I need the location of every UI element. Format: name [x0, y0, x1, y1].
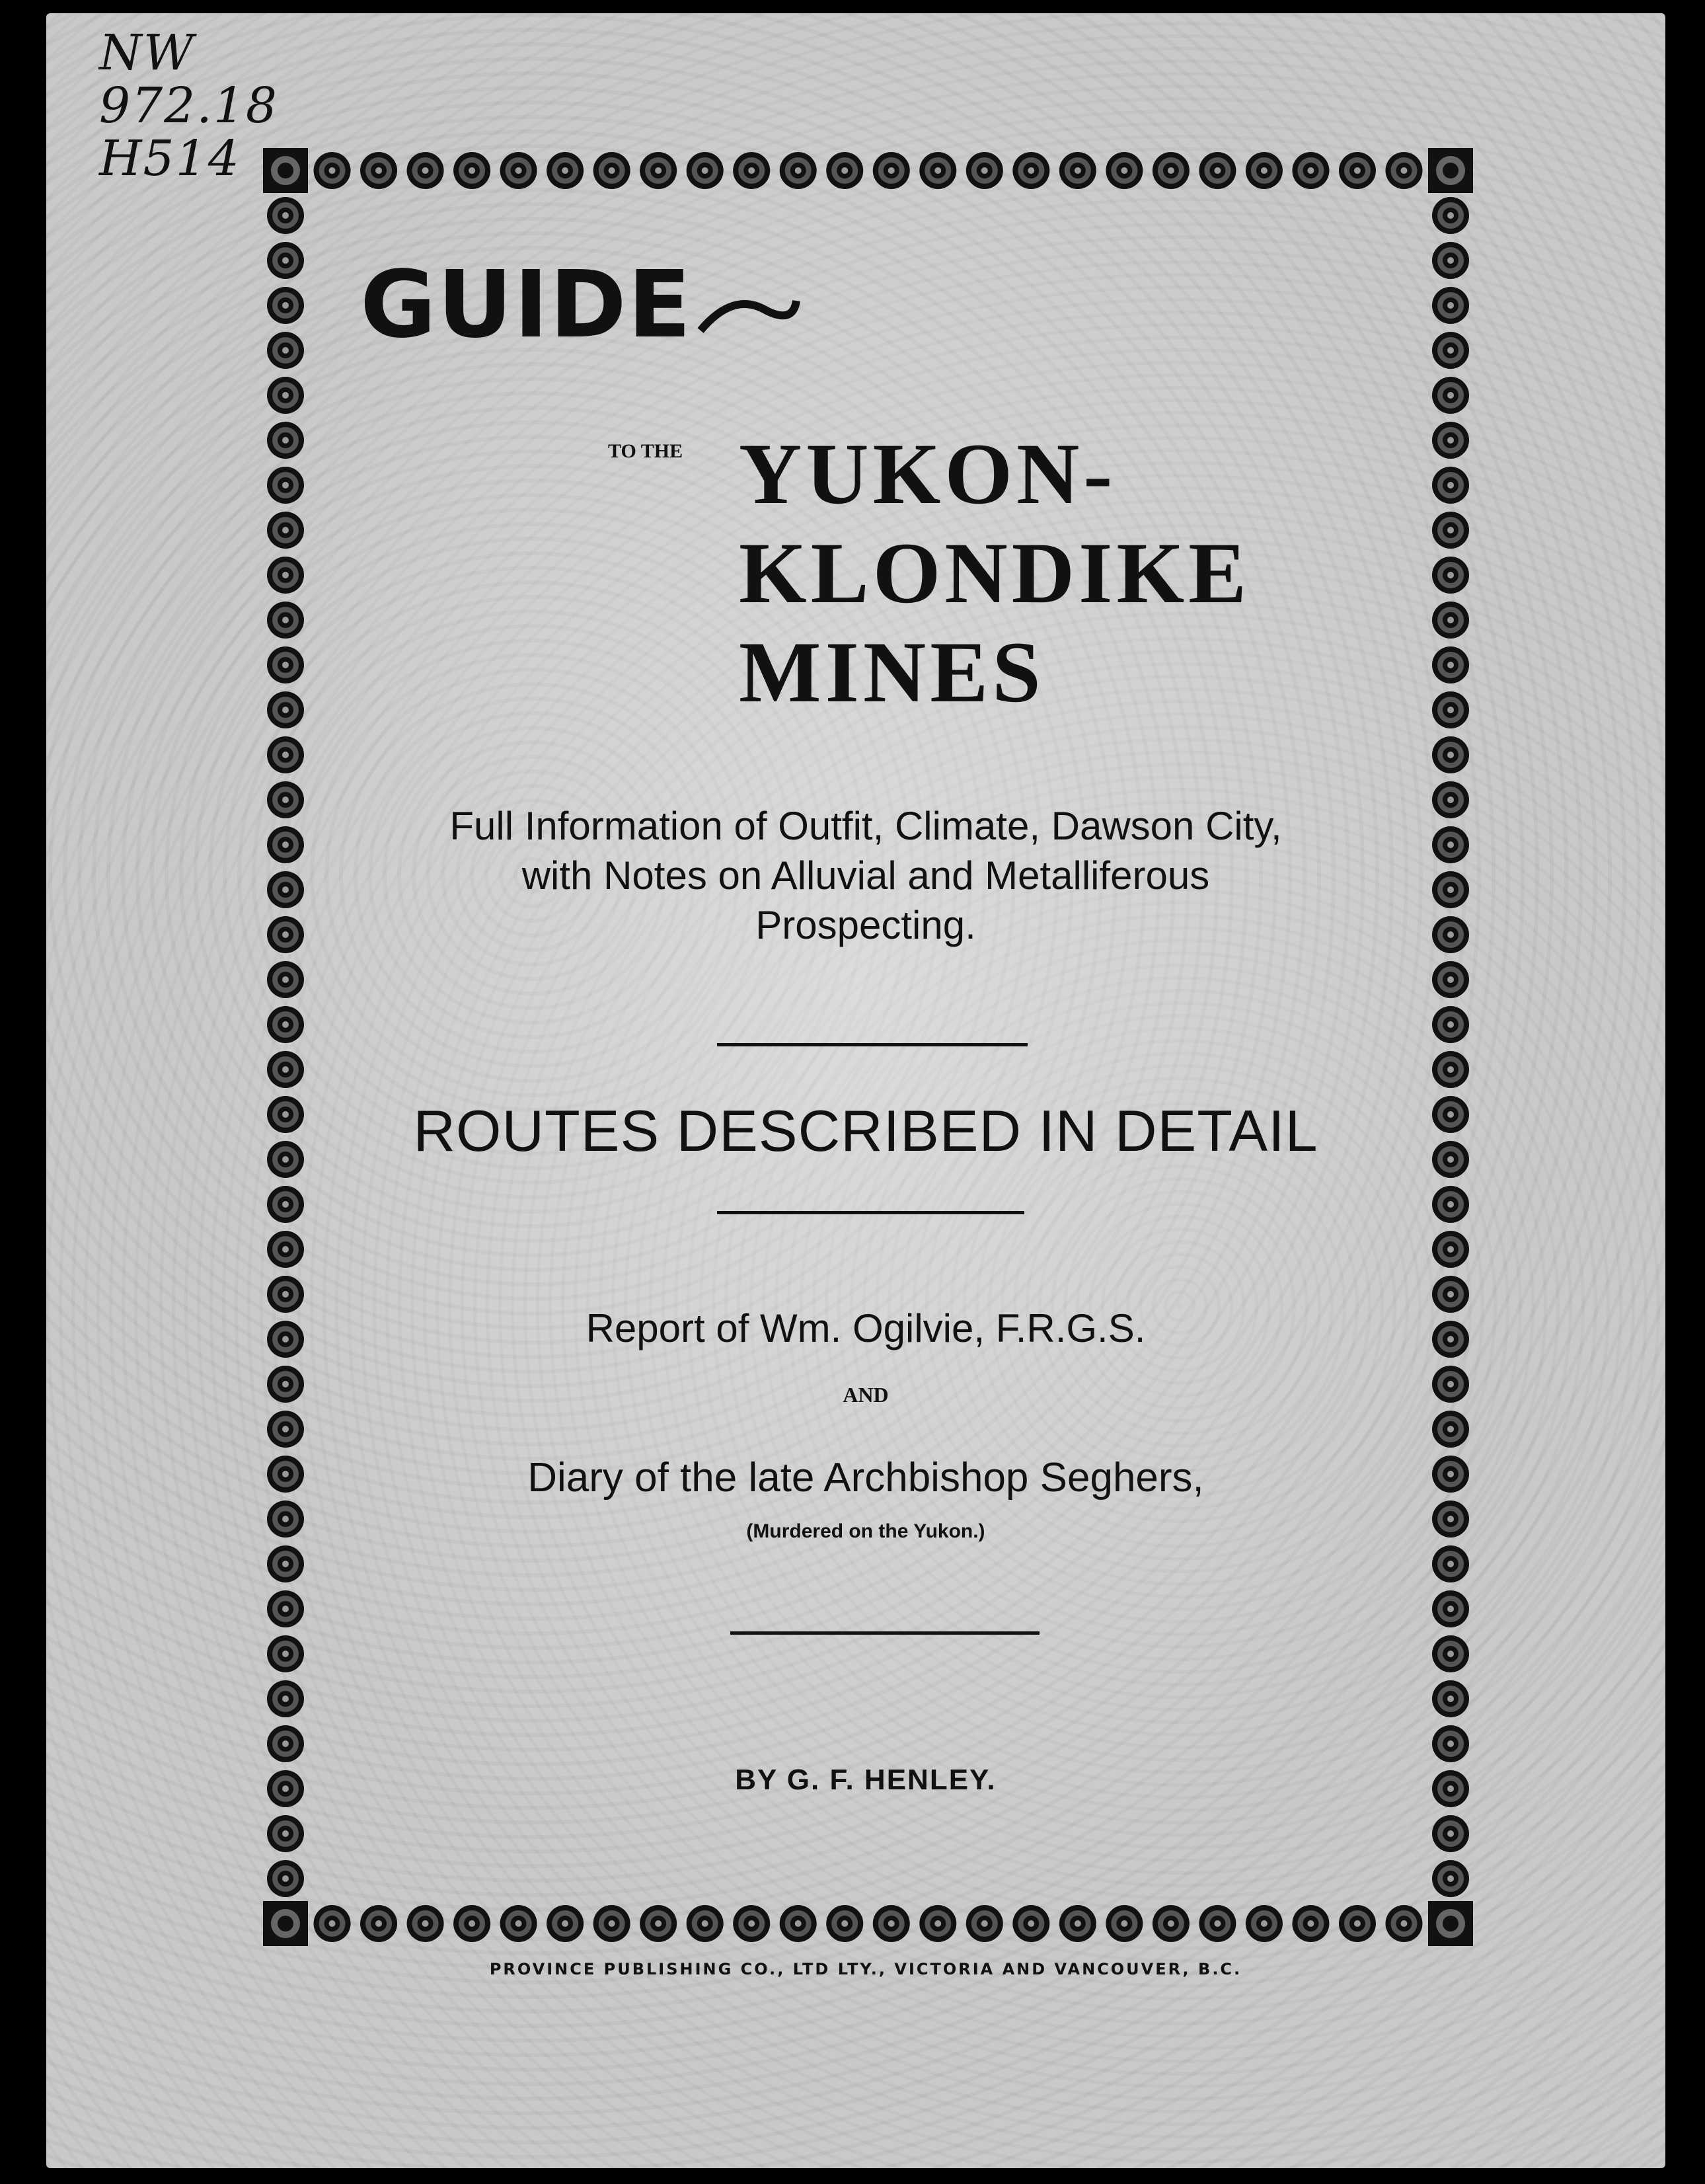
call-number-line-1: NW [99, 24, 195, 81]
cover-author: BY G. F. HENLEY. [735, 1764, 997, 1796]
cover-report-line: Report of Wm. Ogilvie, F.R.G.S. [586, 1306, 1146, 1350]
call-number-line-3: H514 [99, 130, 241, 187]
cover-subtitle-line-1: Full Information of Outfit, Climate, Dawson City, [449, 804, 1282, 848]
call-number-line-2: 972.18 [99, 77, 278, 134]
divider-rule [717, 1211, 1024, 1214]
cover-publisher: PROVINCE PUBLISHING CO., LTD LTY., VICTORIA AND VANCOUVER, B.C. [489, 1960, 1242, 1978]
cover-subtitle-line-3: Prospecting. [755, 903, 976, 947]
cover-routes-heading: ROUTES DESCRIBED IN DETAIL [413, 1098, 1318, 1163]
cover-title-line-2: KLONDIKE [739, 524, 1251, 621]
cover-to-the: TO THE [608, 440, 683, 462]
cover-title-line-1: YUKON- [739, 425, 1117, 522]
cover-subtitle-line-2: with Notes on Alluvial and Metalliferous [521, 853, 1210, 898]
cover-diary-line: Diary of the late Archbishop Seghers, [527, 1455, 1204, 1501]
divider-rule [730, 1631, 1040, 1635]
cover-guide-heading: GUIDE [360, 251, 693, 359]
cover-murdered-note: (Murdered on the Yukon.) [746, 1520, 985, 1542]
cover-title-line-3: MINES [739, 623, 1045, 721]
divider-rule [717, 1043, 1028, 1046]
cover-and: AND [843, 1383, 889, 1407]
